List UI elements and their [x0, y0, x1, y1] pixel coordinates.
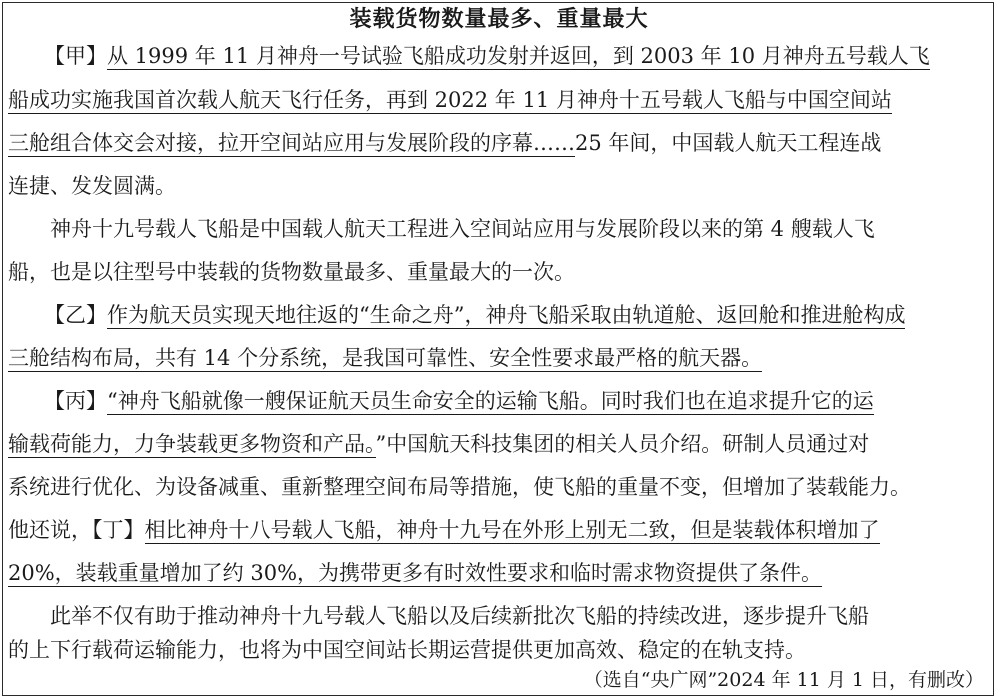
plain-text: 神舟十九号载人飞船是中国载人航天工程进入空间站应用与发展阶段以来的第 4 艘载人飞	[50, 217, 875, 241]
underlined-text: 20%，装载重量增加了约 30%，为携带更多有时效性要求和临时需求物资提供了条件。	[8, 561, 823, 585]
marker-ding: 【丁】	[92, 518, 145, 542]
underlined-text: 输载荷能力，力争装载更多物资和产品。	[8, 432, 376, 456]
text-line	[8, 125, 881, 161]
text-line	[8, 82, 892, 118]
text-line	[50, 598, 869, 634]
plain-text: 25 年间，中国载人航天工程连战	[575, 131, 882, 155]
plain-text: 船，也是以往型号中装载的货物数量最多、重量最大的一次。	[8, 260, 575, 284]
underlined-text: 从 1999 年 11 月神舟一号试验飞船成功发射并返回，到 2003 年 10 月神舟五号载人飞	[107, 44, 930, 68]
text-line	[8, 426, 869, 462]
underlined-text: 三舱结构布局，共有 14 个分系统，是我国可靠性、安全性要求最严格的航天器。	[8, 346, 763, 370]
text-line	[44, 297, 905, 333]
text-line	[44, 38, 930, 74]
text-line	[44, 383, 874, 419]
underlined-text: 三舱组合体交会对接，拉开空间站应用与发展阶段的序幕……	[8, 131, 575, 155]
text-line	[8, 632, 806, 668]
marker-yi: 【乙】	[44, 303, 107, 327]
marker-jia: 【甲】	[44, 44, 107, 68]
text-line	[8, 168, 176, 204]
plain-text: 系统进行优化、为设备减重、重新整理空间布局等措施，使飞船的重量不变，但增加了装载能力。	[8, 475, 911, 499]
marker-bing: 【丙】	[44, 389, 107, 413]
plain-text: ”中国航天科技集团的相关人员介绍。研制人员通过对	[375, 432, 870, 456]
text-line	[8, 254, 575, 290]
text-line	[8, 340, 762, 376]
underlined-text: “神舟飞船就像一艘保证航天员生命安全的运输飞船。同时我们也在追求提升它的运	[107, 389, 874, 413]
text-line	[8, 512, 880, 548]
text-line	[8, 555, 822, 591]
passage-title: 装载货物数量最多、重量最大	[349, 7, 649, 32]
plain-text: 此举不仅有助于推动神舟十九号载人飞船以及后续新批次飞船的持续改进，逐步提升飞船	[50, 604, 869, 628]
plain-text: 连捷、发发圆满。	[8, 174, 176, 198]
underlined-text: 相比神舟十八号载人飞船，神舟十九号在外形上别无二致，但是装载体积增加了	[144, 518, 880, 542]
underlined-text: 船成功实施我国首次载人航天飞行任务，再到 2022 年 11 月神舟十五号载人飞船与中国空间站	[8, 88, 892, 112]
text-line	[8, 469, 911, 505]
source-citation: （选自“央广网”2024 年 11 月 1 日，有删改）	[583, 669, 984, 691]
plain-text: 他还说，	[8, 518, 92, 542]
underlined-text: 作为航天员实现天地往返的“生命之舟”，神舟飞船采取由轨道舱、返回舱和推进舱构成	[107, 303, 906, 327]
plain-text: 的上下行载荷运输能力，也将为中国空间站长期运营提供更加高效、稳定的在轨支持。	[8, 638, 806, 662]
text-line	[50, 211, 875, 247]
